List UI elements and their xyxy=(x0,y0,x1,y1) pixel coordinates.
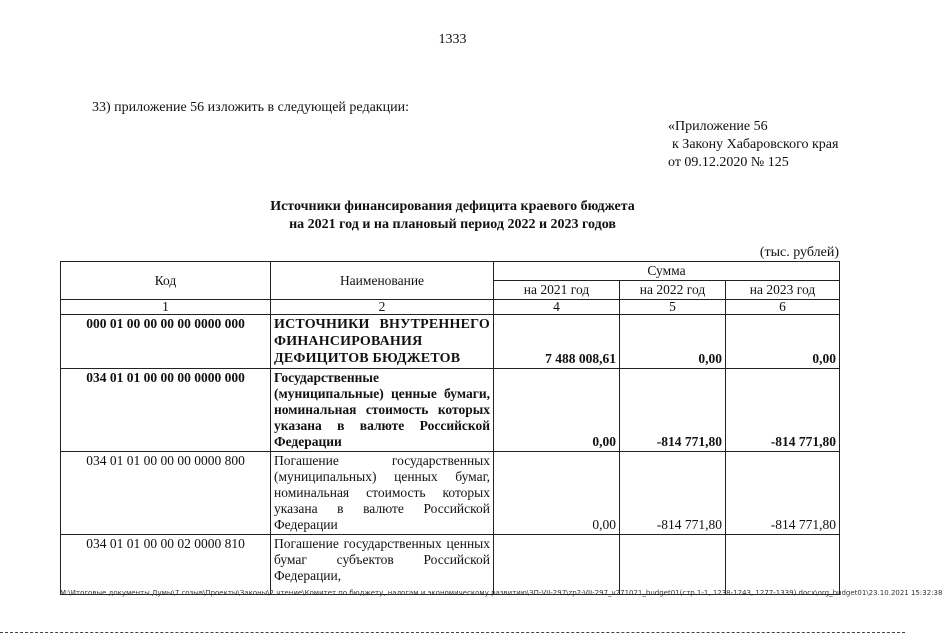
row-code: 000 01 00 00 00 00 0000 000 xyxy=(61,315,271,369)
header-2023: на 2023 год xyxy=(726,281,840,300)
footer-file-path: M:\Итоговые документы Думы\7 созыв\Проекты\Законы\2 чтение\Комитет по бюджету, налогам и экономическому развитию\ЗП-VII-297\zp2-VII-297_v271021_budget01(стр.1-1, 1238-1243, 1277-1339).docx\org_budget01\23.10.2021 15:32:38 xyxy=(60,589,942,597)
page-bottom-divider xyxy=(0,632,905,634)
row-amount-2022 xyxy=(620,535,726,595)
row-amount-2022: -814 771,80 xyxy=(620,452,726,535)
row-amount-2021: 0,00 xyxy=(494,369,620,452)
column-number: 2 xyxy=(271,300,494,315)
column-number: 4 xyxy=(494,300,620,315)
column-number: 1 xyxy=(61,300,271,315)
row-amount-2021: 7 488 008,61 xyxy=(494,315,620,369)
row-amount-2021 xyxy=(494,535,620,595)
document-title xyxy=(0,198,905,234)
table-row xyxy=(61,315,840,369)
header-code: Код xyxy=(61,262,271,300)
header-sum: Сумма xyxy=(494,262,840,281)
appendix-line-3: от 09.12.2020 № 125 xyxy=(668,155,789,170)
header-2022: на 2022 год xyxy=(620,281,726,300)
row-name: Погашение государственных (муниципальных) ценных бумаг, номинальная стоимость которых указана в валюте Российской Федерации xyxy=(271,452,494,535)
row-amount-2021: 0,00 xyxy=(494,452,620,535)
column-number: 5 xyxy=(620,300,726,315)
intro-text: 33) приложение 56 изложить в следующей редакции: xyxy=(92,100,409,115)
table-row xyxy=(61,369,840,452)
financing-table-container xyxy=(60,261,840,583)
appendix-line-2: к Закону Хабаровского края xyxy=(672,137,839,152)
header-2021: на 2021 год xyxy=(494,281,620,300)
appendix-line-1: «Приложение 56 xyxy=(668,119,768,134)
row-code: 034 01 01 00 00 00 0000 800 xyxy=(61,452,271,535)
units-label: (тыс. рублей) xyxy=(759,245,839,260)
table-row xyxy=(61,452,840,535)
row-name: ИСТОЧНИКИ ВНУТРЕННЕГО ФИНАНСИРОВАНИЯ ДЕФИЦИТОВ БЮДЖЕТОВ xyxy=(271,315,494,369)
appendix-reference xyxy=(668,118,838,172)
row-amount-2023: 0,00 xyxy=(726,315,840,369)
column-number-row xyxy=(61,300,840,315)
row-code: 034 01 01 00 00 02 0000 810 xyxy=(61,535,271,595)
row-name: Государственные (муниципальные) ценные бумаги, номинальная стоимость которых указана в валюте Российской Федерации xyxy=(271,369,494,452)
title-line-2: на 2021 год и на плановый период 2022 и 2023 годов xyxy=(289,217,616,232)
row-name: Погашение государственных ценных бумаг субъектов Российской Федерации, xyxy=(271,535,494,595)
row-amount-2023: -814 771,80 xyxy=(726,369,840,452)
table-row xyxy=(61,535,840,595)
row-amount-2023 xyxy=(726,535,840,595)
row-code: 034 01 01 00 00 00 0000 000 xyxy=(61,369,271,452)
title-line-1: Источники финансирования дефицита краевого бюджета xyxy=(270,199,635,214)
page-number: 1333 xyxy=(438,32,467,47)
financing-table xyxy=(60,261,840,595)
column-number: 6 xyxy=(726,300,840,315)
row-amount-2023: -814 771,80 xyxy=(726,452,840,535)
row-amount-2022: -814 771,80 xyxy=(620,369,726,452)
header-name: Наименование xyxy=(271,262,494,300)
row-amount-2022: 0,00 xyxy=(620,315,726,369)
